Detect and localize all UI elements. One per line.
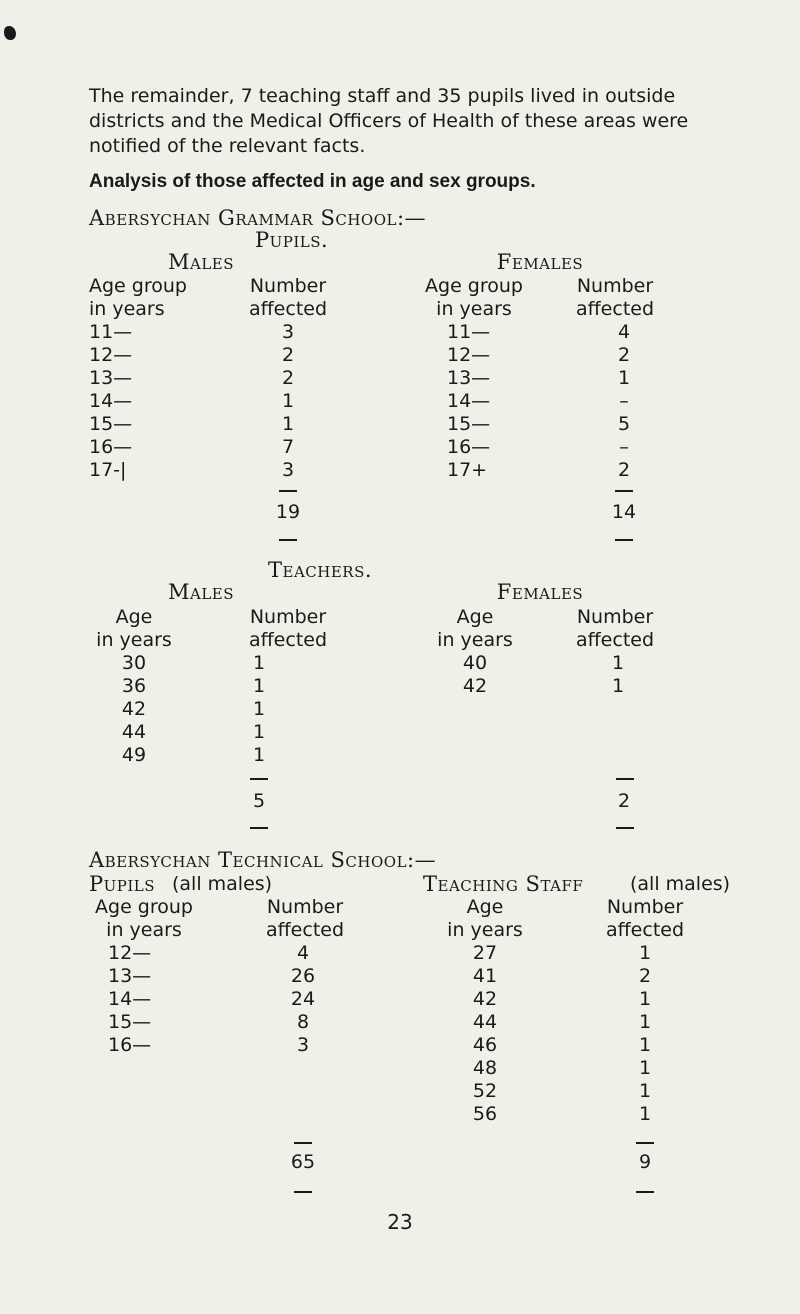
technical-pupil-count: 26 xyxy=(290,965,316,987)
technical-pupil-total-underline xyxy=(294,1191,312,1193)
teachers-male-number-header-1: Number xyxy=(249,606,327,628)
technical-staff-count: 1 xyxy=(638,1080,652,1102)
grammar-male-count: 3 xyxy=(281,459,295,481)
technical-pupil-number-header-2: affected xyxy=(265,919,345,941)
technical-pupil-total-rule xyxy=(294,1142,312,1144)
technical-pupil-count: 8 xyxy=(296,1011,310,1033)
technical-staff-age: 56 xyxy=(472,1103,498,1125)
technical-staff-total: 9 xyxy=(638,1151,652,1173)
grammar-male-number-header-2: affected xyxy=(248,298,328,320)
teachers-female-age-header-1: Age xyxy=(456,606,494,628)
grammar-male-count: 1 xyxy=(281,413,295,435)
grammar-male-age: 12— xyxy=(89,344,133,366)
grammar-male-age: 11— xyxy=(89,321,133,343)
technical-pupil-number-header-1: Number xyxy=(266,896,344,918)
teachers-female-age: 42 xyxy=(462,675,488,697)
teachers-male-age: 49 xyxy=(121,744,147,766)
teachers-male-age-header-1: Age xyxy=(115,606,153,628)
grammar-female-age: 12— xyxy=(447,344,491,366)
technical-staff-age-header-2: in years xyxy=(447,919,523,941)
technical-staff-age: 44 xyxy=(472,1011,498,1033)
technical-pupil-age-header-1: Age group xyxy=(95,896,193,918)
technical-staff-number-header-2: affected xyxy=(605,919,685,941)
technical-pupil-age: 13— xyxy=(108,965,152,987)
teachers-female-total-underline xyxy=(616,827,634,829)
teachers-female-number-header-2: affected xyxy=(575,629,655,651)
teachers-male-total-underline xyxy=(250,827,268,829)
technical-pupil-age: 14— xyxy=(108,988,152,1010)
teachers-female-total: 2 xyxy=(617,790,631,812)
technical-staff-count: 1 xyxy=(638,1011,652,1033)
grammar-female-count: 2 xyxy=(617,459,631,481)
teachers-male-count: 1 xyxy=(252,721,266,743)
technical-staff-note: (all males) xyxy=(630,873,731,895)
grammar-male-total: 19 xyxy=(275,501,301,523)
teachers-male-count: 1 xyxy=(252,675,266,697)
technical-staff-total-rule xyxy=(636,1142,654,1144)
grammar-male-number-header-1: Number xyxy=(249,275,327,297)
teachers-male-number-header-2: affected xyxy=(248,629,328,651)
grammar-female-count: 1 xyxy=(617,367,631,389)
grammar-female-age: 15— xyxy=(447,413,491,435)
teachers-male-age: 30 xyxy=(121,652,147,674)
intro-line-2: districts and the Medical Officers of Health of these areas were xyxy=(89,110,689,132)
grammar-female-age-header-1: Age group xyxy=(425,275,523,297)
grammar-female-age: 17+ xyxy=(447,459,488,481)
technical-pupil-age-header-2: in years xyxy=(106,919,182,941)
grammar-female-count: 2 xyxy=(617,344,631,366)
grammar-male-count: 3 xyxy=(281,321,295,343)
technical-staff-age: 46 xyxy=(472,1034,498,1056)
teachers-males-heading: Males xyxy=(167,580,235,604)
grammar-male-age: 17-| xyxy=(89,459,127,481)
grammar-female-age: 16— xyxy=(447,436,491,458)
teachers-females-heading: Females xyxy=(496,580,584,604)
grammar-female-number-header-2: affected xyxy=(575,298,655,320)
grammar-female-count: – xyxy=(619,390,629,412)
grammar-females-heading: Females xyxy=(496,250,584,274)
teachers-female-count: 1 xyxy=(611,652,625,674)
technical-staff-number-header-1: Number xyxy=(606,896,684,918)
grammar-male-count: 2 xyxy=(281,344,295,366)
grammar-male-count: 1 xyxy=(281,390,295,412)
grammar-female-count: 4 xyxy=(617,321,631,343)
technical-pupil-age: 15— xyxy=(108,1011,152,1033)
intro-line-1: The remainder, 7 teaching staff and 35 pupils lived in outside xyxy=(89,85,676,107)
technical-staff-count: 1 xyxy=(638,988,652,1010)
technical-pupil-total: 65 xyxy=(290,1151,316,1173)
analysis-heading: Analysis of those affected in age and sex groups. xyxy=(89,171,536,192)
grammar-male-count: 7 xyxy=(281,436,295,458)
technical-staff-age: 42 xyxy=(472,988,498,1010)
page-number: 23 xyxy=(387,1210,413,1234)
technical-staff-count: 1 xyxy=(638,942,652,964)
technical-pupils-heading: Pupils xyxy=(89,872,156,896)
teachers-male-count: 1 xyxy=(252,652,266,674)
technical-staff-count: 1 xyxy=(638,1103,652,1125)
technical-staff-age: 41 xyxy=(472,965,498,987)
technical-staff-age: 27 xyxy=(472,942,498,964)
grammar-school-title: Abersychan Grammar School:— xyxy=(89,206,427,230)
grammar-male-age-header-1: Age group xyxy=(89,275,187,297)
grammar-female-age-header-2: in years xyxy=(436,298,512,320)
teachers-male-age: 44 xyxy=(121,721,147,743)
technical-staff-total-underline xyxy=(636,1191,654,1193)
technical-staff-count: 2 xyxy=(638,965,652,987)
grammar-male-age: 16— xyxy=(89,436,133,458)
grammar-males-heading: Males xyxy=(167,250,235,274)
intro-line-3: notified of the relevant facts. xyxy=(89,135,366,157)
teachers-male-age: 36 xyxy=(121,675,147,697)
technical-staff-count: 1 xyxy=(638,1057,652,1079)
grammar-female-age: 14— xyxy=(447,390,491,412)
teachers-female-number-header-1: Number xyxy=(576,606,654,628)
grammar-female-number-header-1: Number xyxy=(576,275,654,297)
technical-pupil-count: 24 xyxy=(290,988,316,1010)
teachers-male-count: 1 xyxy=(252,744,266,766)
technical-staff-heading: Teaching Staff xyxy=(423,872,584,896)
teachers-male-age-header-2: in years xyxy=(96,629,172,651)
grammar-female-age: 13— xyxy=(447,367,491,389)
teachers-male-total-rule xyxy=(250,778,268,780)
grammar-female-age: 11— xyxy=(447,321,491,343)
grammar-male-total-rule xyxy=(279,490,297,492)
grammar-pupils-title: Pupils. xyxy=(255,228,329,252)
technical-staff-age: 52 xyxy=(472,1080,498,1102)
technical-staff-count: 1 xyxy=(638,1034,652,1056)
grammar-female-total-rule xyxy=(615,490,633,492)
technical-pupil-age: 16— xyxy=(108,1034,152,1056)
grammar-female-count: – xyxy=(619,436,629,458)
grammar-male-age-header-2: in years xyxy=(89,298,165,320)
teachers-title: Teachers. xyxy=(268,558,373,582)
ink-blot-mark xyxy=(4,26,16,40)
technical-pupils-note: (all males) xyxy=(172,873,273,895)
grammar-male-count: 2 xyxy=(281,367,295,389)
technical-pupil-count: 3 xyxy=(296,1034,310,1056)
grammar-female-total-underline xyxy=(615,539,633,541)
teachers-female-count: 1 xyxy=(611,675,625,697)
technical-pupil-count: 4 xyxy=(296,942,310,964)
grammar-female-count: 5 xyxy=(617,413,631,435)
teachers-male-age: 42 xyxy=(121,698,147,720)
technical-staff-age-header-1: Age xyxy=(466,896,504,918)
grammar-male-age: 14— xyxy=(89,390,133,412)
teachers-female-total-rule xyxy=(616,778,634,780)
technical-pupil-age: 12— xyxy=(108,942,152,964)
grammar-male-total-underline xyxy=(279,539,297,541)
grammar-male-age: 15— xyxy=(89,413,133,435)
teachers-female-age: 40 xyxy=(462,652,488,674)
teachers-female-age-header-2: in years xyxy=(437,629,513,651)
grammar-female-total: 14 xyxy=(611,501,637,523)
technical-school-title: Abersychan Technical School:— xyxy=(89,848,437,872)
teachers-male-count: 1 xyxy=(252,698,266,720)
grammar-male-age: 13— xyxy=(89,367,133,389)
teachers-male-total: 5 xyxy=(252,790,266,812)
technical-staff-age: 48 xyxy=(472,1057,498,1079)
